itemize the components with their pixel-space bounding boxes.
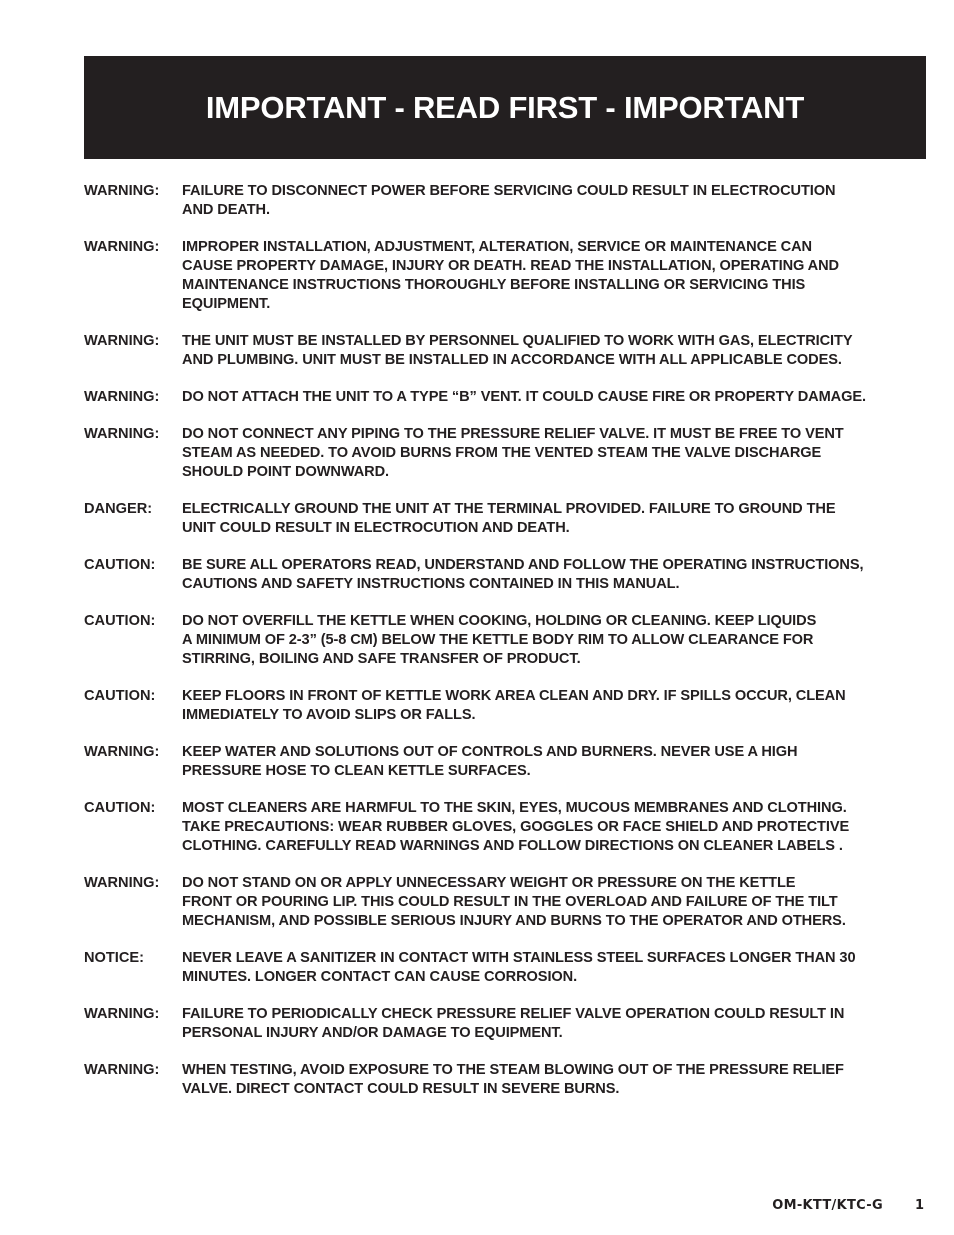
notice-label: WARNING: bbox=[84, 183, 160, 199]
notice-text: KEEP FLOORS IN FRONT OF KETTLE WORK AREA CLEAN AND DRY. IF SPILLS OCCUR, CLEAN IMMEDIATELY TO AVOID SLIPS OR FALLS. bbox=[182, 688, 846, 723]
notice-label: WARNING: bbox=[84, 239, 160, 255]
notice-text: MOST CLEANERS ARE HARMFUL TO THE SKIN, EYES, MUCOUS MEMBRANES AND CLOTHING. TAKE PRECAUTIONS: WEAR RUBBER GLOVES, GOGGLES OR FACE SHIELD AND PROTECTIVE CLOTHING. CAREFULLY READ WARNINGS AND FOLLOW DIRECTIONS ON CLEANER LABELS . bbox=[182, 800, 850, 854]
notice-label: CAUTION: bbox=[84, 688, 156, 704]
notice-label: CAUTION: bbox=[84, 800, 156, 816]
safety-notices-list bbox=[84, 182, 934, 1117]
notice-text: THE UNIT MUST BE INSTALLED BY PERSONNEL QUALIFIED TO WORK WITH GAS, ELECTRICITY AND PLUMBING. UNIT MUST BE INSTALLED IN ACCORDANCE WITH ALL APPLICABLE CODES. bbox=[182, 333, 853, 368]
notice-text: DO NOT STAND ON OR APPLY UNNECESSARY WEIGHT OR PRESSURE ON THE KETTLE FRONT OR POURING LIP. THIS COULD RESULT IN THE OVERLOAD AND FAILURE OF THE TILT MECHANISM, AND POSSIBLE SERIOUS INJURY AND BURNS TO THE OPERATOR AND OTHERS. bbox=[182, 875, 846, 929]
notice-text: DO NOT ATTACH THE UNIT TO A TYPE “B” VENT. IT COULD CAUSE FIRE OR PROPERTY DAMAGE. bbox=[182, 389, 866, 405]
notice-label: WARNING: bbox=[84, 333, 160, 349]
notice-label: NOTICE: bbox=[84, 950, 144, 966]
notice-text: KEEP WATER AND SOLUTIONS OUT OF CONTROLS AND BURNERS. NEVER USE A HIGH PRESSURE HOSE TO CLEAN KETTLE SURFACES. bbox=[182, 744, 798, 779]
notice-item bbox=[84, 182, 934, 220]
notice-text: NEVER LEAVE A SANITIZER IN CONTACT WITH STAINLESS STEEL SURFACES LONGER THAN 30 MINUTES. LONGER CONTACT CAN CAUSE CORROSION. bbox=[182, 950, 856, 985]
notice-item bbox=[84, 799, 934, 856]
notice-item bbox=[84, 1061, 934, 1099]
notice-item bbox=[84, 949, 934, 987]
notice-text: DO NOT OVERFILL THE KETTLE WHEN COOKING, HOLDING OR CLEANING. KEEP LIQUIDS A MINIMUM OF 2-3” (5-8 CM) BELOW THE KETTLE BODY RIM TO ALLOW CLEARANCE FOR STIRRING, BOILING AND SAFE TRANSFER OF PRODUCT. bbox=[182, 613, 817, 667]
notice-item bbox=[84, 388, 934, 407]
notice-label: WARNING: bbox=[84, 875, 160, 891]
page-number: 1 bbox=[914, 1198, 924, 1213]
notice-item bbox=[84, 612, 934, 669]
notice-item bbox=[84, 332, 934, 370]
notice-text: WHEN TESTING, AVOID EXPOSURE TO THE STEAM BLOWING OUT OF THE PRESSURE RELIEF VALVE. DIRECT CONTACT COULD RESULT IN SEVERE BURNS. bbox=[182, 1062, 844, 1097]
notice-label: CAUTION: bbox=[84, 613, 156, 629]
notice-text: ELECTRICALLY GROUND THE UNIT AT THE TERMINAL PROVIDED. FAILURE TO GROUND THE UNIT COULD RESULT IN ELECTROCUTION AND DEATH. bbox=[182, 501, 836, 536]
notice-item bbox=[84, 500, 934, 538]
notice-label: WARNING: bbox=[84, 1062, 160, 1078]
notice-item bbox=[84, 1005, 934, 1043]
notice-text: BE SURE ALL OPERATORS READ, UNDERSTAND AND FOLLOW THE OPERATING INSTRUCTIONS, CAUTIONS AND SAFETY INSTRUCTIONS CONTAINED IN THIS MANUAL. bbox=[182, 557, 864, 592]
notice-item bbox=[84, 425, 934, 482]
document-code: OM-KTT/KTC-G bbox=[772, 1198, 883, 1213]
notice-label: CAUTION: bbox=[84, 557, 156, 573]
header-banner bbox=[84, 56, 926, 159]
page-title: IMPORTANT - READ FIRST - IMPORTANT bbox=[205, 89, 805, 125]
notice-item bbox=[84, 556, 934, 594]
notice-item bbox=[84, 874, 934, 931]
notice-label: DANGER: bbox=[84, 501, 153, 517]
notice-item bbox=[84, 687, 934, 725]
notice-text: FAILURE TO DISCONNECT POWER BEFORE SERVICING COULD RESULT IN ELECTROCUTION AND DEATH. bbox=[182, 183, 836, 218]
notice-text: FAILURE TO PERIODICALLY CHECK PRESSURE RELIEF VALVE OPERATION COULD RESULT IN PERSONAL INJURY AND/OR DAMAGE TO EQUIPMENT. bbox=[182, 1006, 845, 1041]
notice-label: WARNING: bbox=[84, 426, 160, 442]
notice-label: WARNING: bbox=[84, 1006, 160, 1022]
notice-item bbox=[84, 743, 934, 781]
notice-label: WARNING: bbox=[84, 389, 160, 405]
notice-item bbox=[84, 238, 934, 314]
notice-text: IMPROPER INSTALLATION, ADJUSTMENT, ALTERATION, SERVICE OR MAINTENANCE CAN CAUSE PROPERTY DAMAGE, INJURY OR DEATH. READ THE INSTALLATION, OPERATING AND MAINTENANCE INSTRUCTIONS THOROUGHLY BEFORE INSTALLING OR SERVICING THIS EQUIPMENT. bbox=[182, 239, 839, 312]
notice-text: DO NOT CONNECT ANY PIPING TO THE PRESSURE RELIEF VALVE. IT MUST BE FREE TO VENT STEAM AS NEEDED. TO AVOID BURNS FROM THE VENTED STEAM THE VALVE DISCHARGE SHOULD POINT DOWNWARD. bbox=[182, 426, 844, 480]
page-footer bbox=[772, 1198, 924, 1213]
notice-label: WARNING: bbox=[84, 744, 160, 760]
